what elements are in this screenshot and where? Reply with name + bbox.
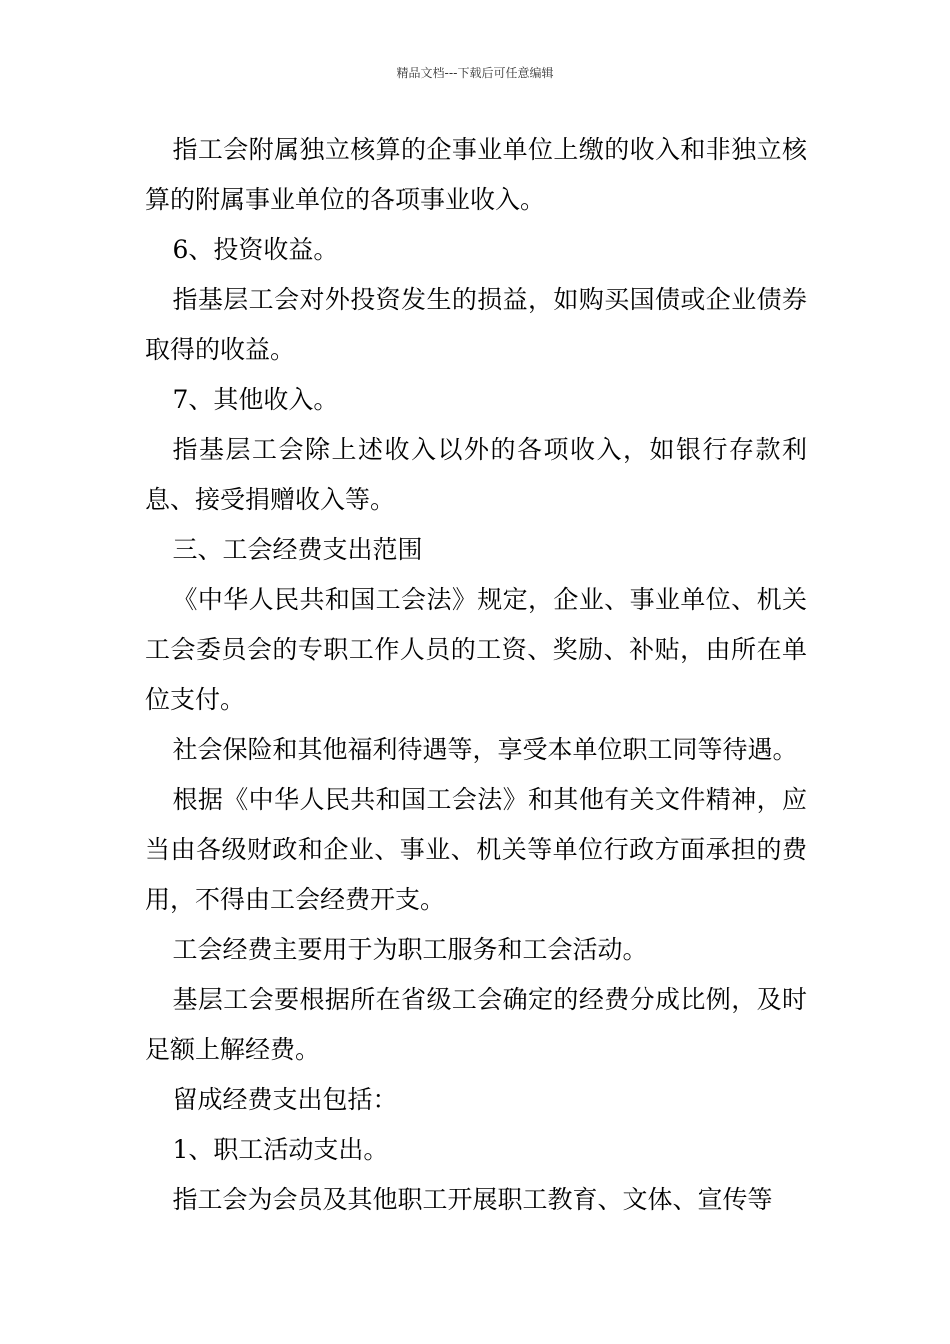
paragraph-13: 1、职工活动支出。 <box>172 1135 389 1164</box>
paragraph-12: 留成经费支出包括： <box>172 1085 398 1114</box>
paragraph-11: 基层工会要根据所在省级工会确定的经费分成比例，及时足额上解经费。 <box>145 985 807 1064</box>
paragraph-4: 7、其他收入。 <box>172 385 339 414</box>
section-heading: 三、工会经费支出范围 <box>172 535 423 564</box>
paragraph-7: 《中华人民共和国工会法》规定，企业、事业单位、机关工会委员会的专职工作人员的工资、奖励、补贴，由所在单位支付。 <box>145 585 807 714</box>
page-header: 精品文档---下载后可任意编辑 <box>396 66 554 80</box>
paragraph-5: 指基层工会除上述收入以外的各项收入，如银行存款利息、接受捐赠收入等。 <box>145 435 807 514</box>
paragraph-10: 工会经费主要用于为职工服务和工会活动。 <box>172 935 648 964</box>
paragraph-9: 根据《中华人民共和国工会法》和其他有关文件精神，应当由各级财政和企业、事业、机关等单位行政方面承担的费用，不得由工会经费开支。 <box>145 785 807 914</box>
paragraph-3: 指基层工会对外投资发生的损益，如购买国债或企业债券取得的收益。 <box>145 285 807 364</box>
paragraph-14: 指工会为会员及其他职工开展职工教育、文体、宣传等 <box>172 1185 773 1214</box>
paragraph-2: 6、投资收益。 <box>172 235 339 264</box>
paragraph-8: 社会保险和其他福利待遇等，享受本单位职工同等待遇。 <box>172 735 798 764</box>
document-body <box>145 125 807 1225</box>
paragraph-1: 指工会附属独立核算的企事业单位上缴的收入和非独立核算的附属事业单位的各项事业收入。 <box>145 135 807 214</box>
